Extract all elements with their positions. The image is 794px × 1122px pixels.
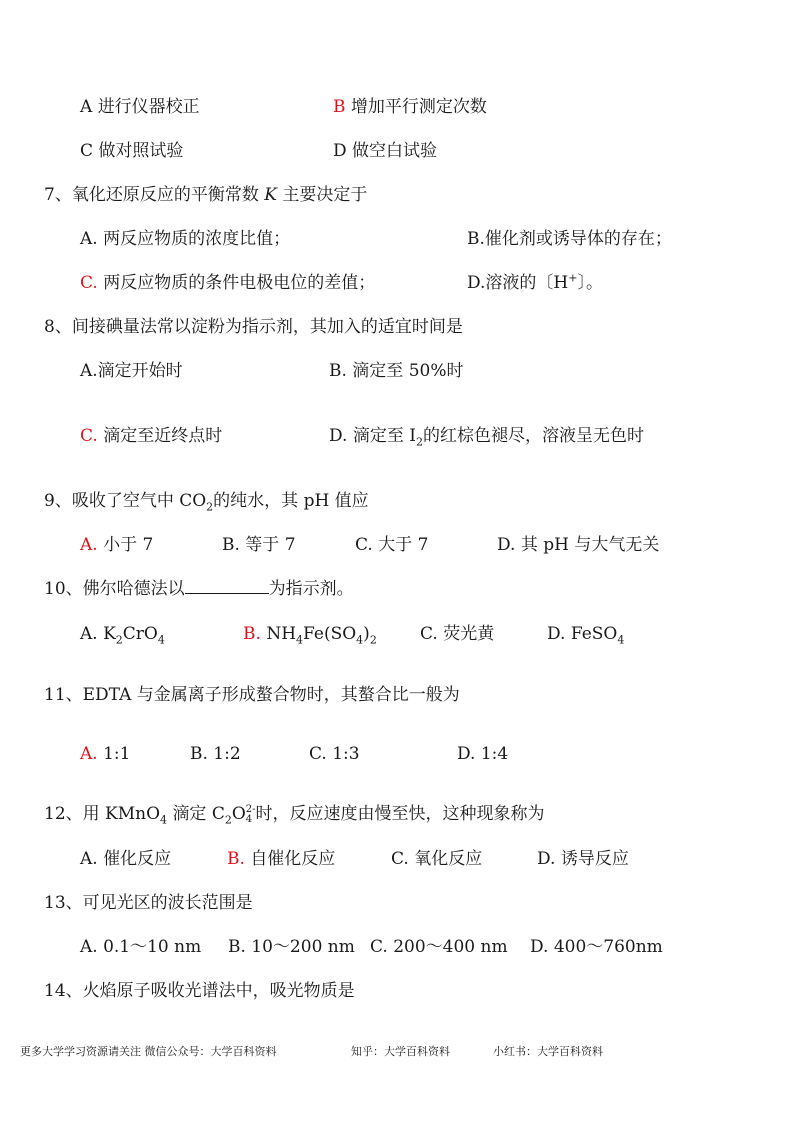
q10-stem: 10、佛尔哈德法以 为指示剂。	[44, 579, 354, 599]
footer-wechat: 更多大学学习资源请关注 微信公众号：大学百科资料	[20, 1045, 277, 1058]
q6-option-c: C 做对照试验	[80, 141, 184, 161]
q13-option-d: D. 400～760nm	[530, 937, 663, 957]
q11-stem: 11、EDTA 与金属离子形成螯合物时，其螯合比一般为	[44, 685, 460, 705]
q7-option-a: A. 两反应物质的浓度比值；	[80, 229, 291, 249]
q9-answer-marker: A.	[80, 535, 98, 555]
q9-stem: 9、吸收了空气中 $CO_2$的纯水，其 pH 值应	[44, 491, 369, 514]
q11-option-c: C. 1:3	[309, 744, 360, 764]
q12-option-d: D. 诱导反应	[537, 849, 629, 869]
q6-option-a: A 进行仪器校正	[80, 97, 200, 117]
q10-answer-marker: B.	[243, 624, 261, 644]
q9-option-b: B. 等于 7	[222, 535, 296, 555]
q9-option-a: A. 小于 7	[80, 535, 154, 555]
q6-answer-marker: B	[333, 97, 346, 117]
q10-option-d: D. FeSO$_4$	[547, 624, 625, 647]
q6-option-b: B 增加平行测定次数	[333, 97, 487, 117]
q8-option-a: A.滴定开始时	[80, 361, 183, 381]
q7-stem: 7、氧化还原反应的平衡常数 K 主要决定于	[44, 185, 368, 205]
q12-option-c: C. 氧化反应	[391, 849, 483, 869]
q7-option-b: B.催化剂或诱导体的存在；	[467, 229, 672, 249]
q12-option-a: A. 催化反应	[80, 849, 172, 869]
q10-option-a: A. $K_2CrO_4$	[80, 624, 165, 647]
q10-option-b: B. $NH_4Fe(SO_4)_2$	[243, 624, 377, 647]
q7-option-c: C. 两反应物质的条件电极电位的差值；	[80, 273, 376, 293]
q10-option-c: C. 荧光黄	[420, 624, 495, 644]
q11-option-b: B. 1:2	[190, 744, 241, 764]
q8-stem: 8、间接碘量法常以淀粉为指示剂，其加入的适宜时间是	[44, 317, 463, 337]
q8-option-d: D. 滴定至 $I_2$的红棕色褪尽，溶液呈无色时	[329, 426, 644, 449]
q12-option-b: B. 自催化反应	[227, 849, 336, 869]
q7-option-d: D.溶液的〔H+〕。	[467, 271, 603, 293]
q11-option-d: D. 1:4	[457, 744, 509, 764]
q8-option-c: C. 滴定至近终点时	[80, 426, 223, 446]
q13-option-b: B. 10～200 nm	[228, 937, 355, 957]
q13-option-a: A. 0.1～10 nm	[80, 937, 202, 957]
q14-stem: 14、火焰原子吸收光谱法中，吸光物质是	[44, 981, 355, 1001]
q9-option-c: C. 大于 7	[355, 535, 429, 555]
q12-stem: 12、用 KMnO$_4$ 滴定 $C_2O$ 2- 4 时，反应速度由慢至快，这种现象称为	[44, 803, 545, 827]
q6-option-d: D 做空白试验	[333, 141, 438, 161]
q13-stem: 13、可见光区的波长范围是	[44, 893, 253, 913]
q7-answer-marker: C.	[80, 273, 98, 293]
q9-option-d: D. 其 pH 与大气无关	[497, 535, 660, 555]
footer-zhihu: 知乎：大学百科资料	[351, 1045, 450, 1058]
q11-option-a: A. 1:1	[80, 744, 131, 764]
answer-blank	[185, 579, 269, 594]
footer-xiaohongshu: 小红书：大学百科资料	[493, 1045, 603, 1058]
q12-answer-marker: B.	[227, 849, 245, 869]
q8-option-b: B. 滴定至 50%时	[329, 361, 464, 381]
q11-answer-marker: A.	[80, 744, 98, 764]
q8-answer-marker: C.	[80, 426, 98, 446]
q13-option-c: C. 200～400 nm	[370, 937, 508, 957]
